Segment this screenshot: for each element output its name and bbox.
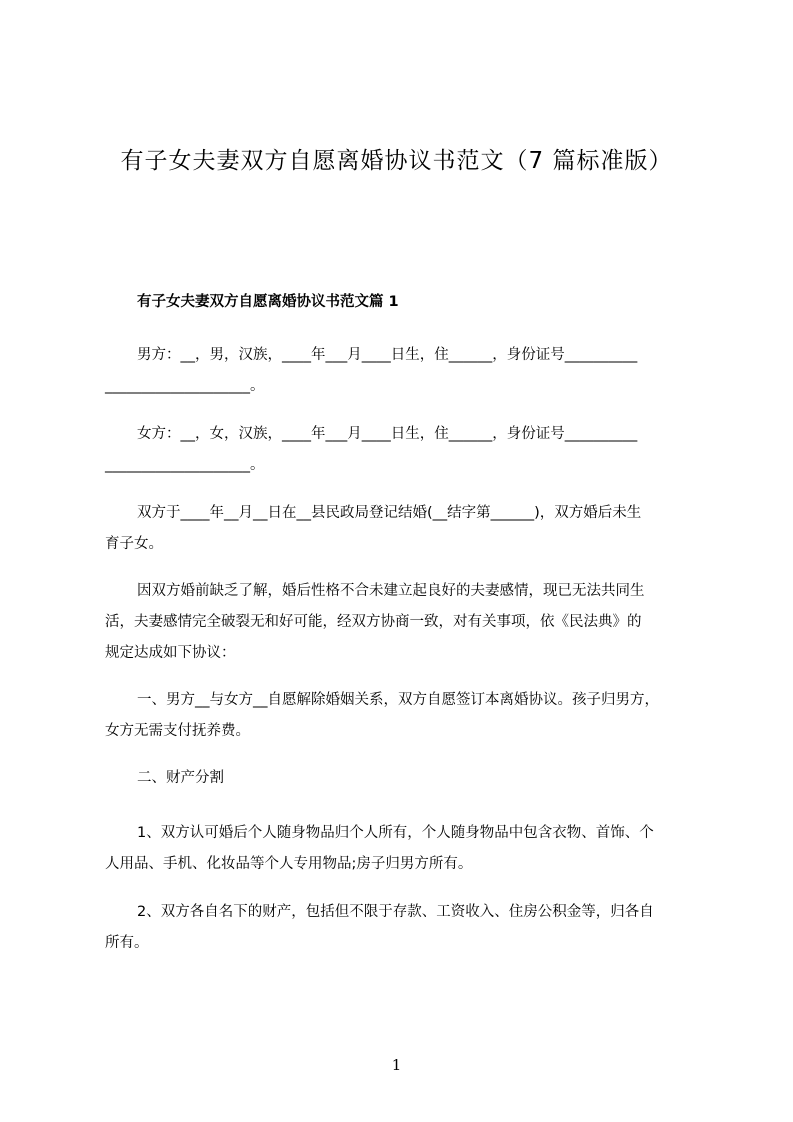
paragraph-line: 男方：__，男，汉族，____年___月____日生，住______，身份证号__________ [137,347,638,363]
paragraph-line: 1、双方认可婚后个人随身物品归个人所有，个人随身物品中包含衣物、首饰、个 [137,825,654,841]
document-title: 有子女夫妻双方自愿离婚协议书范文（7 篇标准版） [120,148,673,174]
paragraph-line: 一、男方__与女方__自愿解除婚姻关系，双方自愿签订本离婚协议。孩子归男方， [137,692,659,708]
paragraph-line: ____________________。 [105,378,265,394]
paragraph-line: 女方无需支付抚养费。 [105,723,250,739]
paragraph-line: 活，夫妻感情完全破裂无和好可能，经双方协商一致，对有关事项，依《民法典》的 [105,614,642,630]
paragraph-line: 人用品、手机、化妆品等个人专用物品;房子归男方所有。 [105,856,473,872]
paragraph-clause-2-item-2 [105,897,705,959]
paragraph-female-party [105,419,705,481]
section-title: 有子女夫妻双方自愿离婚协议书范文篇 1 [137,294,399,310]
paragraph-line: 所有。 [105,935,149,951]
paragraph-clause-2-item-1 [105,818,705,880]
paragraph-line: 规定达成如下协议： [105,645,236,661]
paragraph-male-party [105,340,705,402]
paragraph-line: 双方于____年__月__日在__县民政局登记结婚(__结字第______)，双方婚后未生 [137,505,642,521]
page-number: 1 [391,1056,402,1074]
paragraph-line: ____________________。 [105,457,265,473]
paragraph-clause-2-heading [105,763,705,794]
paragraph-marriage-registration [105,498,705,560]
paragraph-line: 女方：__，女，汉族，____年___月____日生，住______，身份证号__________ [137,426,638,442]
paragraph-line: 育子女。 [105,536,163,552]
paragraph-line: 因双方婚前缺乏了解，婚后性格不合未建立起良好的夫妻感情，现已无法共同生 [137,583,645,599]
paragraph-divorce-reason [105,576,705,669]
paragraph-line: 二、财产分割 [137,770,224,786]
paragraph-line: 2、双方各自名下的财产，包括但不限于存款、工资收入、住房公积金等，归各自 [137,904,654,920]
paragraph-clause-1 [105,685,705,747]
